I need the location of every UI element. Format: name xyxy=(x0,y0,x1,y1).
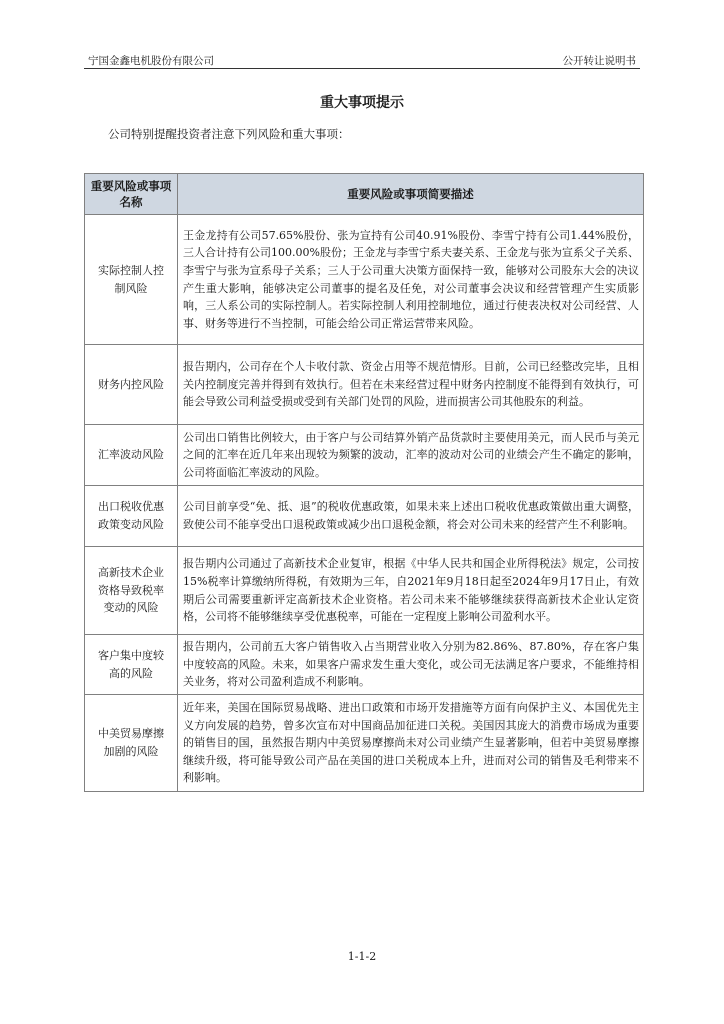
page-title: 重大事项提示 xyxy=(320,95,404,111)
table-row xyxy=(85,547,644,635)
risk-description: 公司目前享受“免、抵、退”的税收优惠政策，如果未来上述出口税收优惠政策做出重大调整，致使公司不能享受出口退税政策或减少出口退税金额，将会对公司未来的经营产生不利影响。 xyxy=(178,486,644,547)
risk-description: 报告期内，公司存在个人卡收付款、资金占用等不规范情形。目前，公司已经整改完毕，且相关内控制度完善并得到有效执行。但若在未来经营过程中财务内控制度不能得到有效执行，可能会导致公司利益受损或受到有关部门处罚的风险，进而损害公司其他股东的利益。 xyxy=(178,345,644,425)
table-row xyxy=(85,486,644,547)
risk-description: 近年来，美国在国际贸易战略、进出口政策和市场开发措施等方面有向保护主义、本国优先主义方向发展的趋势，曾多次宣布对中国商品加征进口关税。美国因其庞大的消费市场成为重要的销售目的国，虽然报告期内中美贸易摩擦尚未对公司业绩产生显著影响，但若中美贸易摩擦继续升级，将可能导致公司产品在美国的进口关税成本上升，进而对公司的销售及毛利带来不利影响。 xyxy=(178,695,644,792)
table-row xyxy=(85,635,644,695)
risk-name: 汇率波动风险 xyxy=(85,425,178,486)
header-risk-description: 重要风险或事项简要描述 xyxy=(178,174,644,215)
risk-description: 报告期内，公司前五大客户销售收入占当期营业收入分别为82.86%、87.80%，存在客户集中度较高的风险。未来，如果客户需求发生重大变化，或公司无法满足客户要求，不能维持相关业务，将对公司盈利造成不利影响。 xyxy=(178,635,644,695)
page-number: 1-1-2 xyxy=(347,950,377,963)
risk-name: 高新技术企业资格导致税率变动的风险 xyxy=(85,547,178,635)
risk-name: 出口税收优惠政策变动风险 xyxy=(85,486,178,547)
risk-description: 王金龙持有公司57.65%股份、张为宣持有公司40.91%股份、李雪宁持有公司1.44%股份，三人合计持有公司100.00%股份；王金龙与李雪宁系夫妻关系、王金龙与张为宣系父子关系、李雪宁与张为宣系母子关系；三人于公司重大决策方面保持一致，能够对公司股东大会的决议产生重大影响，能够决定公司董事的提名及任免，对公司董事会决议和经营管理产生实质影响，三人系公司的实际控制人。若实际控制人利用控制地位，通过行使表决权对公司经营、人事、财务等进行不当控制，可能会给公司正常运营带来风险。 xyxy=(178,215,644,345)
risk-name: 财务内控风险 xyxy=(85,345,178,425)
table-header-row xyxy=(85,174,644,215)
header-document-type: 公开转让说明书 xyxy=(562,55,636,67)
header-divider xyxy=(84,68,640,69)
risk-description: 公司出口销售比例较大，由于客户与公司结算外销产品货款时主要使用美元，而人民币与美元之间的汇率在近几年来出现较为频繁的波动，汇率的波动对公司的业绩会产生不确定的影响，公司将面临汇率波动的风险。 xyxy=(178,425,644,486)
intro-text: 公司特别提醒投资者注意下列风险和重大事项： xyxy=(108,127,350,141)
header-risk-name: 重要风险或事项名称 xyxy=(85,174,178,215)
risk-table xyxy=(84,173,644,792)
risk-name: 中美贸易摩擦加剧的风险 xyxy=(85,695,178,792)
risk-name: 实际控制人控制风险 xyxy=(85,215,178,345)
table-row xyxy=(85,425,644,486)
risk-description: 报告期内公司通过了高新技术企业复审，根据《中华人民共和国企业所得税法》规定，公司按15%税率计算缴纳所得税，有效期为三年，自2021年9月18日起至2024年9月17日止，有效期后公司需要重新评定高新技术企业资格。若公司未来不能够继续获得高新技术企业认定资格，公司将不能够继续享受优惠税率，可能在一定程度上影响公司盈利水平。 xyxy=(178,547,644,635)
header-company-name: 宁国金鑫电机股份有限公司 xyxy=(88,55,214,67)
table-row xyxy=(85,695,644,792)
risk-name: 客户集中度较高的风险 xyxy=(85,635,178,695)
table-row xyxy=(85,345,644,425)
table-row xyxy=(85,215,644,345)
